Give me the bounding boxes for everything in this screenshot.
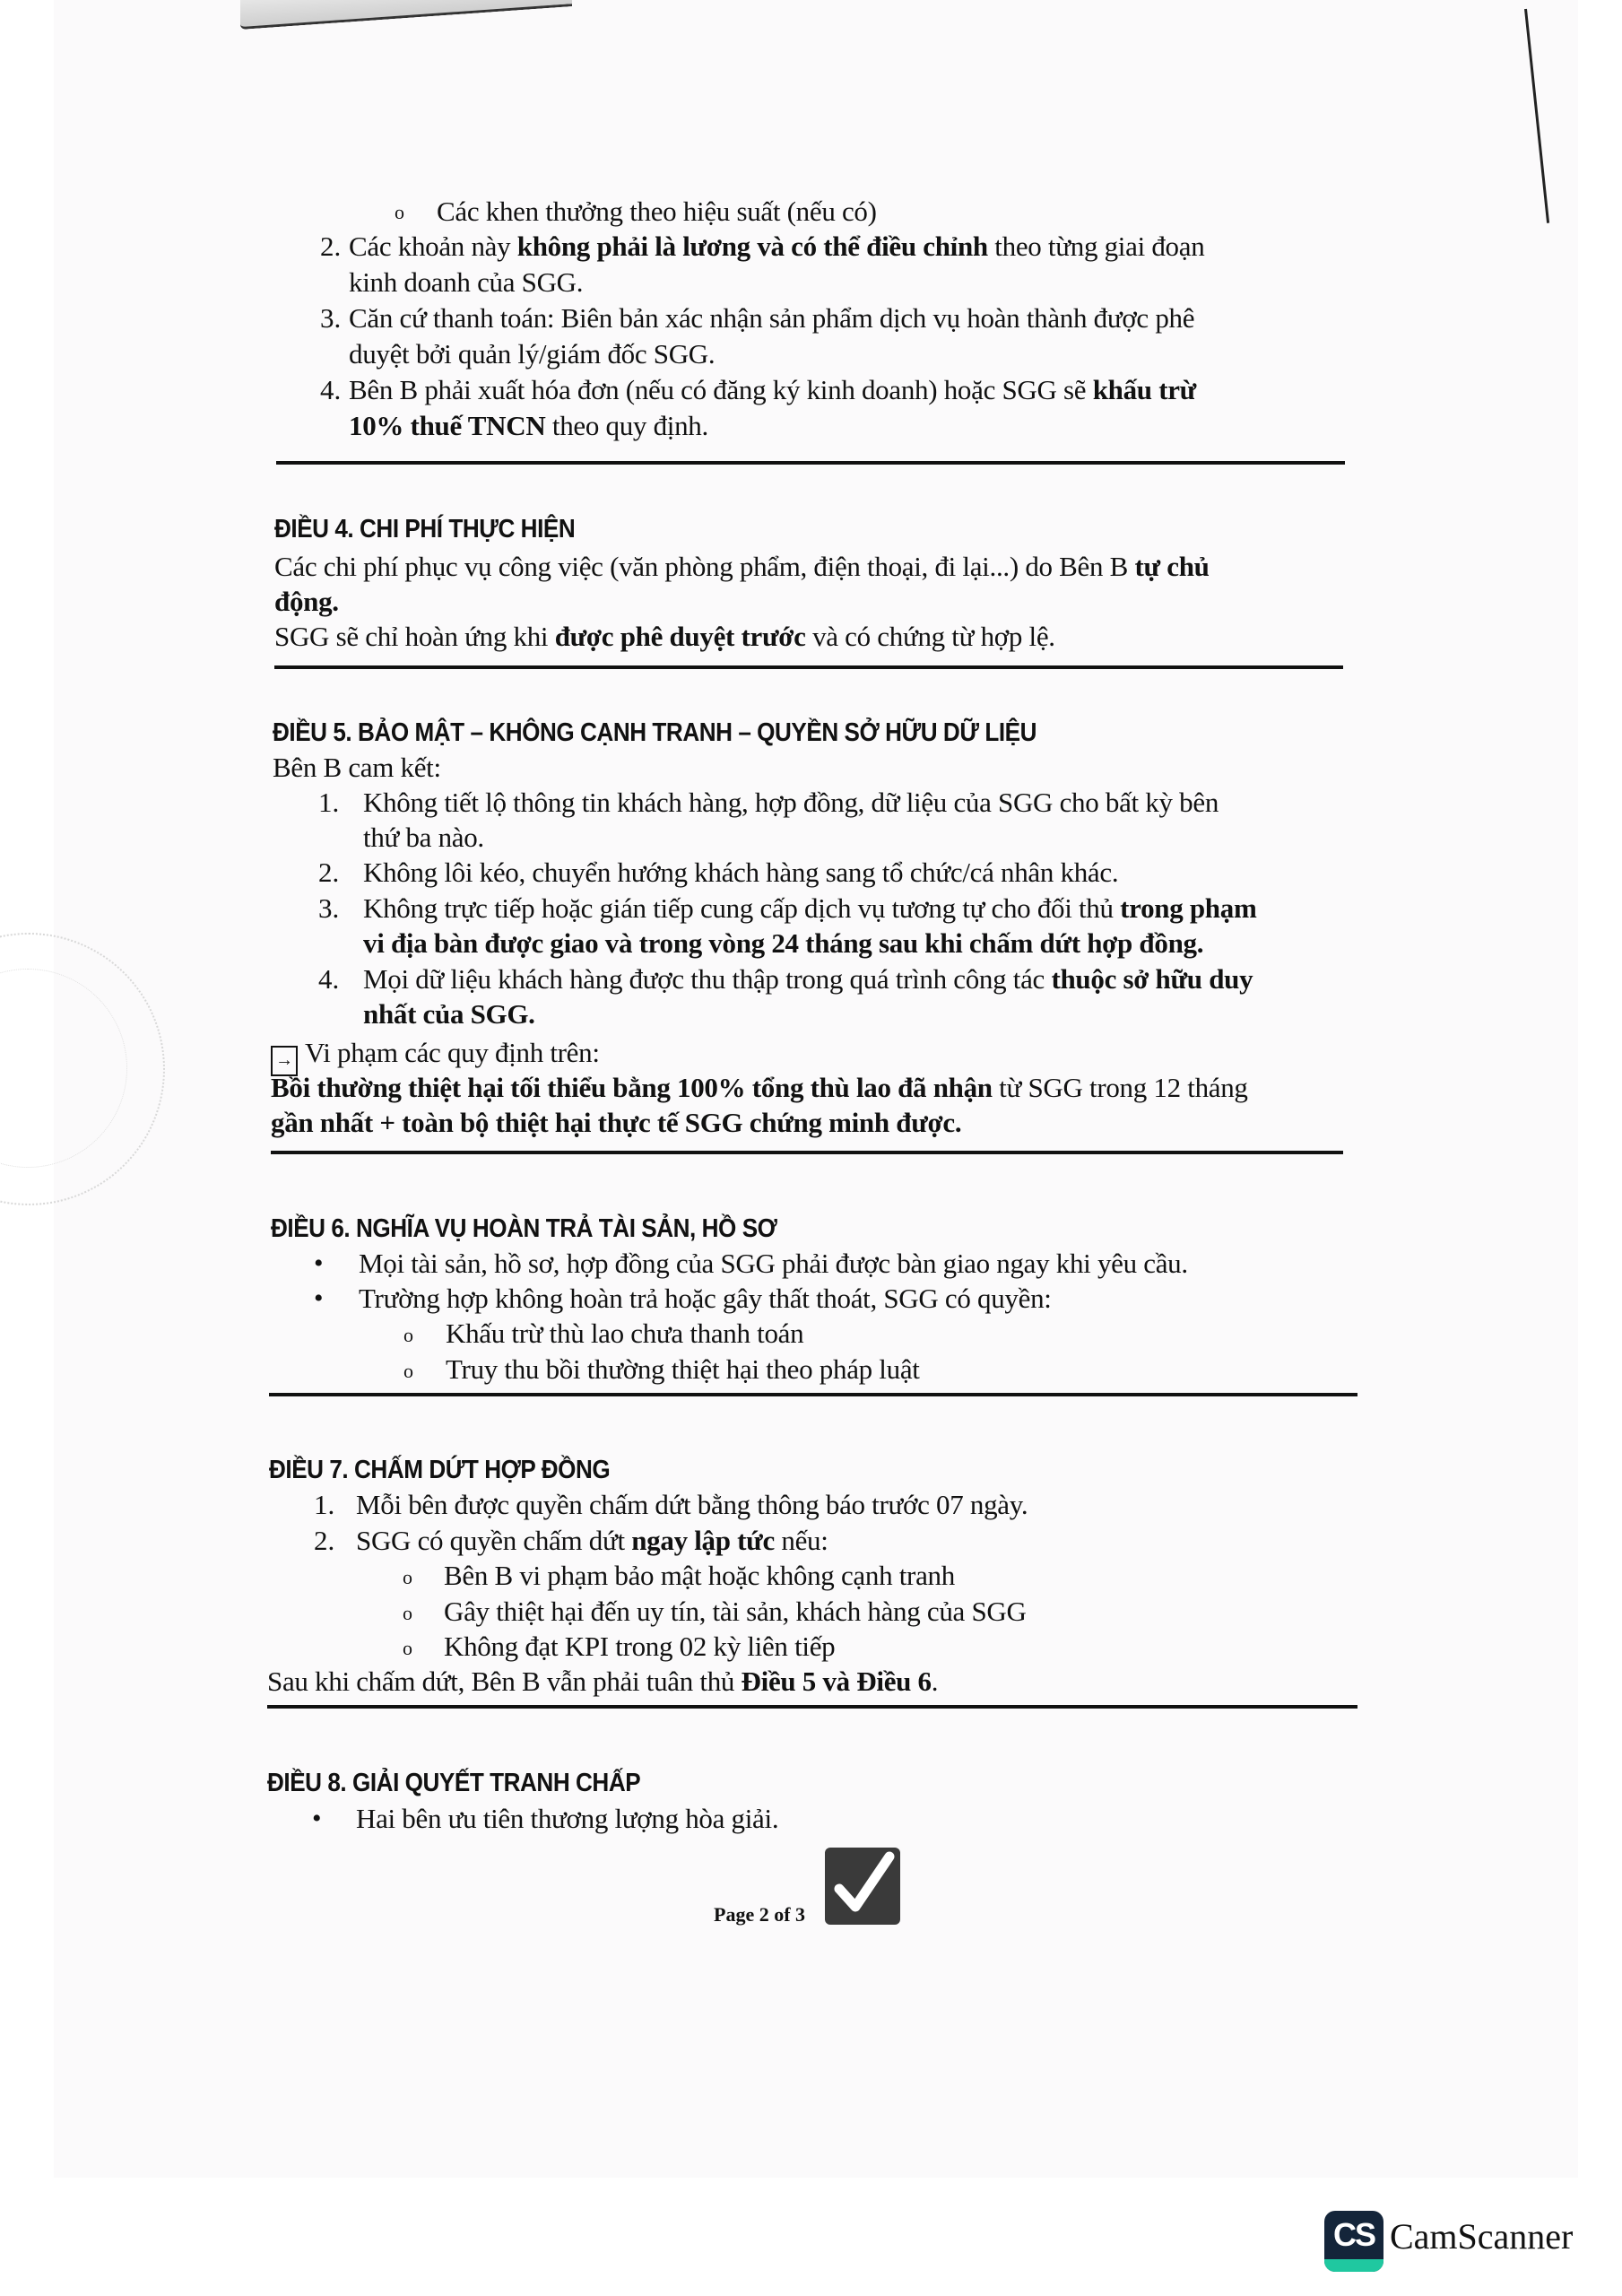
text: Sau khi chấm dứt, Bên B vẫn phải tuân thủ <box>267 1665 742 1697</box>
section-divider <box>276 461 1345 465</box>
bullet-icon: • <box>314 1283 324 1313</box>
sub-bullet-item: Không đạt KPI trong 02 kỳ liên tiếp <box>444 1631 836 1662</box>
section-divider <box>271 1151 1343 1154</box>
list-item-continuation: thứ ba nào. <box>363 822 484 853</box>
camscanner-logo <box>1324 2211 1383 2272</box>
item-number: 2. <box>320 230 342 262</box>
text: và có chứng từ hợp lệ. <box>805 621 1055 652</box>
sub-item: Các khen thưởng theo hiệu suất (nếu có) <box>437 196 877 227</box>
item-number: 3. <box>320 302 342 334</box>
section-divider <box>274 665 1343 669</box>
list-item <box>363 891 1256 926</box>
circle-bullet-icon: o <box>403 1602 412 1624</box>
bold-text: từ SGG trong 12 tháng <box>992 1072 1248 1103</box>
page-number: Page 2 of 3 <box>714 1903 806 1926</box>
sub-bullet-item: Truy thu bồi thường thiệt hại theo pháp luật <box>446 1353 920 1385</box>
paragraph <box>274 619 1055 655</box>
text: theo từng giai đoạn <box>987 230 1205 262</box>
item-number: 3. <box>318 892 340 924</box>
bold-text: trong phạm <box>1120 892 1257 924</box>
sub-bullet-item: Bên B vi phạm bảo mật hoặc không cạnh tranh <box>444 1560 955 1591</box>
section-divider <box>267 1705 1357 1709</box>
section-heading: ĐIỀU 6. NGHĨA VỤ HOÀN TRẢ TÀI SẢN, HỒ SƠ <box>271 1214 777 1243</box>
paragraph <box>274 549 1210 585</box>
bullet-item: Mọi tài sản, hồ sơ, hợp đồng của SGG phải được bàn giao ngay khi yêu cầu. <box>359 1248 1188 1279</box>
section-divider <box>269 1393 1357 1396</box>
closing-text <box>267 1664 938 1700</box>
penalty-text <box>271 1070 1248 1106</box>
item-number: 2. <box>314 1525 335 1556</box>
penalty-text-continuation: gần nhất + toàn bộ thiệt hại thực tế SGG chứng minh được. <box>271 1107 962 1138</box>
text: Mọi dữ liệu khách hàng được thu thập trong quá trình công tác <box>363 963 1052 995</box>
circle-bullet-icon: o <box>403 1566 412 1588</box>
text: Các khoản này <box>349 230 517 262</box>
list-item-continuation: vi địa bàn được giao và trong vòng 24 tháng sau khi chấm dứt hợp đồng. <box>363 927 1204 959</box>
bold-text: khấu trừ <box>1092 374 1196 405</box>
bullet-item: Trường hợp không hoàn trả hoặc gây thất thoát, SGG có quyền: <box>359 1283 1052 1314</box>
bold-text: thuộc sở hữu duy <box>1051 963 1253 995</box>
item-number: 1. <box>318 787 340 818</box>
list-item-continuation: nhất của SGG. <box>363 998 535 1030</box>
list-item: Không lôi kéo, chuyển hướng khách hàng sang tổ chức/cá nhân khác. <box>363 857 1119 888</box>
bold-text: tự chủ <box>1134 551 1210 582</box>
bullet-icon: • <box>312 1804 322 1833</box>
list-item-continuation: duyệt bởi quản lý/giám đốc SGG. <box>349 338 716 370</box>
sub-bullet-item: Khấu trừ thù lao chưa thanh toán <box>446 1318 804 1349</box>
text: SGG có quyền chấm dứt <box>356 1525 632 1556</box>
logo-text: CS <box>1332 2216 1375 2253</box>
camscanner-brand: CamScanner <box>1390 2216 1574 2257</box>
sub-bullet-item: Gây thiệt hại đến uy tín, tài sản, khách hàng của SGG <box>444 1596 1027 1627</box>
list-item: Mỗi bên được quyền chấm dứt bằng thông báo trước 07 ngày. <box>356 1489 1028 1520</box>
text: . <box>931 1665 939 1697</box>
bold-text: không phải là lương và có thể điều chỉnh <box>516 230 988 262</box>
list-item: Không tiết lộ thông tin khách hàng, hợp đồng, dữ liệu của SGG cho bất kỳ bên <box>363 787 1219 818</box>
text: nếu: <box>774 1525 828 1556</box>
list-item <box>349 372 1196 408</box>
bullet-item: Hai bên ưu tiên thương lượng hòa giải. <box>356 1803 779 1834</box>
text: Vi phạm các quy định trên: <box>305 1037 600 1068</box>
section-heading: ĐIỀU 7. CHẤM DỨT HỢP ĐỒNG <box>269 1456 611 1484</box>
list-item: Căn cứ thanh toán: Biên bản xác nhận sản phẩm dịch vụ hoàn thành được phê <box>349 302 1195 334</box>
list-item-continuation <box>349 408 708 444</box>
section-heading: ĐIỀU 5. BẢO MẬT – KHÔNG CẠNH TRANH – QUYỀN SỞ HỮU DỮ LIỆU <box>273 718 1037 747</box>
bold-text: Bồi thường thiệt hại tối thiểu bằng <box>271 1072 678 1103</box>
bullet-icon: • <box>314 1248 324 1278</box>
item-number: 1. <box>314 1489 335 1520</box>
circle-bullet-icon: o <box>403 1324 413 1346</box>
arrow-box-icon: → <box>271 1046 298 1076</box>
section-heading: ĐIỀU 8. GIẢI QUYẾT TRANH CHẤP <box>267 1769 641 1797</box>
item-number: 4. <box>318 963 340 995</box>
bold-text: được phê duyệt trước <box>554 621 806 652</box>
intro-text: Bên B cam kết: <box>273 752 441 783</box>
text: Không trực tiếp hoặc gián tiếp cung cấp dịch vụ tương tự cho đối thủ <box>363 892 1121 924</box>
bold-text: ngay lập tức <box>631 1525 775 1556</box>
paragraph-continuation: động. <box>274 586 339 617</box>
list-item <box>349 229 1204 265</box>
logo-accent <box>1324 2259 1383 2272</box>
bold-text: 100% tổng thù lao đã nhận <box>677 1072 993 1103</box>
circle-bullet-icon: o <box>403 1360 413 1382</box>
text: Các chi phí phục vụ công việc (văn phòng phẩm, điện thoại, đi lại...) do Bên B <box>274 551 1135 582</box>
text: Bên B phải xuất hóa đơn (nếu có đăng ký kinh doanh) hoặc SGG sẽ <box>349 374 1093 405</box>
checkmark-box-icon <box>825 1848 900 1925</box>
bold-text: 10% thuế TNCN <box>349 410 546 441</box>
bold-text: Điều 5 và Điều 6 <box>741 1665 932 1697</box>
circle-bullet-icon: o <box>403 1637 412 1659</box>
circle-bullet-icon: o <box>395 201 404 223</box>
text: SGG sẽ chỉ hoàn ứng khi <box>274 621 555 652</box>
text: theo quy định. <box>545 410 708 441</box>
item-number: 4. <box>320 374 342 405</box>
list-item-continuation: kinh doanh của SGG. <box>349 266 584 298</box>
list-item <box>356 1523 828 1559</box>
item-number: 2. <box>318 857 340 888</box>
list-item <box>363 961 1253 997</box>
section-heading: ĐIỀU 4. CHI PHÍ THỰC HIỆN <box>274 515 576 544</box>
